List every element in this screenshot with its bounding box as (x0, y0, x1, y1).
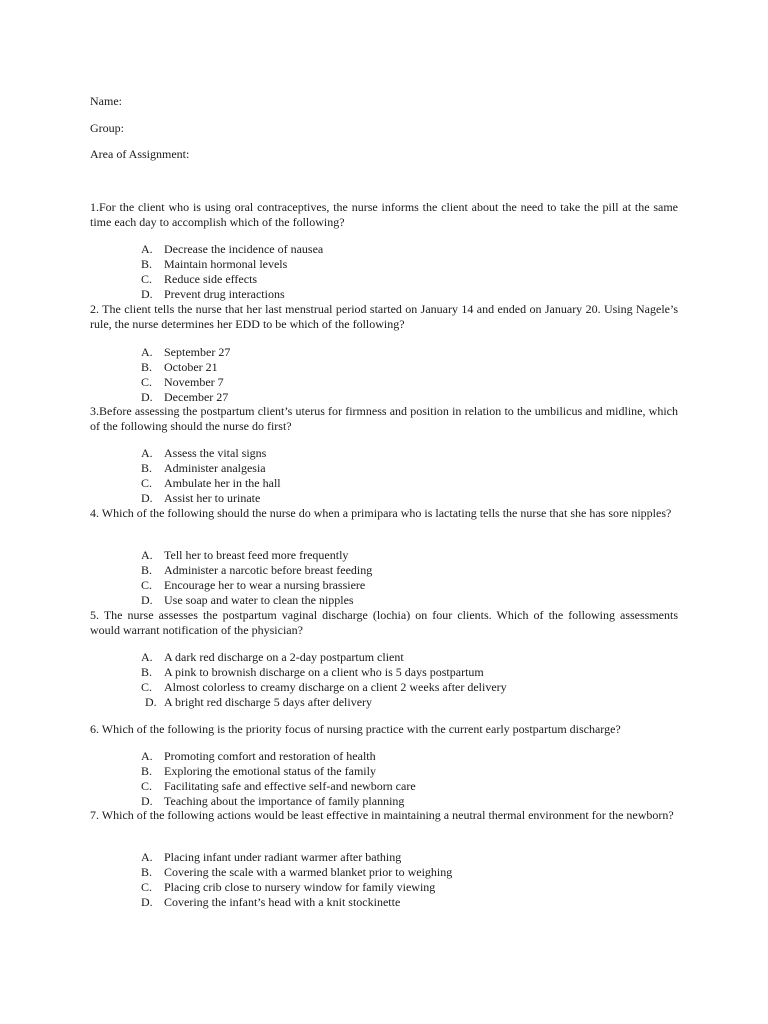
option-text: Prevent drug interactions (164, 287, 285, 301)
option-b (141, 865, 661, 880)
question-7-options (141, 850, 661, 910)
option-b (141, 461, 661, 476)
group-label: Group: (90, 121, 124, 135)
option-letter: D. (141, 390, 153, 404)
option-d (141, 491, 661, 506)
option-letter: C. (141, 779, 153, 793)
option-text: Covering the infant’s head with a knit stockinette (164, 895, 401, 909)
option-text: Use soap and water to clean the nipples (164, 593, 354, 607)
name-label: Name: (90, 94, 122, 108)
option-b (141, 764, 661, 779)
option-letter: A. (141, 446, 153, 460)
option-text: November 7 (164, 375, 224, 389)
option-a (141, 446, 661, 461)
option-a (141, 850, 661, 865)
question-1-options (141, 242, 661, 302)
option-text: Placing infant under radiant warmer after bathing (164, 850, 402, 864)
option-letter: D. (141, 794, 153, 808)
option-text: December 27 (164, 390, 229, 404)
question-3: 3.Before assessing the postpartum client’s uterus for firmness and position in relation to the umbilicus and midline, which of the following should the nurse do first? (90, 404, 678, 433)
option-letter: C. (141, 680, 153, 694)
option-d (141, 695, 661, 710)
option-letter: C. (141, 272, 153, 286)
option-d (141, 895, 661, 910)
option-a (141, 749, 661, 764)
question-5: 5. The nurse assesses the postpartum vaginal discharge (lochia) on four clients. Which of the following assessments would warrant notification of the physician? (90, 608, 678, 637)
option-d (141, 593, 661, 608)
option-text: A pink to brownish discharge on a client who is 5 days postpartum (164, 665, 484, 679)
option-a (141, 548, 661, 563)
question-1: 1.For the client who is using oral contraceptives, the nurse informs the client about the need to take the pill at the same time each day to accomplish which of the following? (90, 200, 678, 229)
area-of-assignment-label: Area of Assignment: (90, 147, 190, 161)
option-text: Promoting comfort and restoration of health (164, 749, 376, 763)
option-d (141, 287, 661, 302)
option-b (141, 563, 661, 578)
option-letter: A. (141, 548, 153, 562)
option-c (141, 476, 661, 491)
option-text: Reduce side effects (164, 272, 258, 286)
option-text: September 27 (164, 345, 231, 359)
option-b (141, 360, 661, 375)
option-text: Encourage her to wear a nursing brassiere (164, 578, 366, 592)
option-text: Covering the scale with a warmed blanket prior to weighing (164, 865, 453, 879)
option-letter: A. (141, 749, 153, 763)
option-letter: B. (141, 865, 153, 879)
option-c (141, 880, 661, 895)
option-text: Maintain hormonal levels (164, 257, 288, 271)
option-c (141, 680, 661, 695)
option-letter: C. (141, 375, 153, 389)
option-text: A bright red discharge 5 days after delivery (164, 695, 373, 709)
option-c (141, 375, 661, 390)
option-letter: A. (141, 850, 153, 864)
option-text: October 21 (164, 360, 218, 374)
option-letter: A. (141, 242, 153, 256)
question-4: 4. Which of the following should the nurse do when a primipara who is lactating tells the nurse that she has sore nipples? (90, 506, 672, 520)
option-text: Administer a narcotic before breast feeding (164, 563, 373, 577)
option-text: Teaching about the importance of family planning (164, 794, 405, 808)
question-6-options (141, 749, 661, 809)
option-letter: D. (141, 895, 153, 909)
question-2: 2. The client tells the nurse that her last menstrual period started on January 14 and ended on January 20. Using Nagele’s rule, the nurse determines her EDD to be which of the following? (90, 302, 678, 331)
option-letter: B. (141, 257, 153, 271)
option-text: Exploring the emotional status of the family (164, 764, 376, 778)
option-b (141, 257, 661, 272)
option-letter: B. (141, 764, 153, 778)
question-2-options (141, 345, 661, 405)
option-text: Administer analgesia (164, 461, 266, 475)
option-letter: A. (141, 345, 153, 359)
question-3-options (141, 446, 661, 506)
option-letter: B. (141, 665, 153, 679)
option-d (141, 390, 661, 405)
option-letter: D. (145, 695, 157, 709)
option-letter: B. (141, 360, 153, 374)
option-letter: B. (141, 563, 153, 577)
option-letter: A. (141, 650, 153, 664)
option-c (141, 272, 661, 287)
option-text: Tell her to breast feed more frequently (164, 548, 349, 562)
option-letter: D. (141, 287, 153, 301)
option-text: A dark red discharge on a 2-day postpartum client (164, 650, 404, 664)
option-a (141, 650, 661, 665)
option-letter: C. (141, 476, 153, 490)
option-letter: D. (141, 491, 153, 505)
option-letter: B. (141, 461, 153, 475)
option-text: Ambulate her in the hall (164, 476, 281, 490)
option-a (141, 242, 661, 257)
option-text: Placing crib close to nursery window for family viewing (164, 880, 436, 894)
option-b (141, 665, 661, 680)
option-c (141, 779, 661, 794)
option-text: Almost colorless to creamy discharge on a client 2 weeks after delivery (164, 680, 507, 694)
option-d (141, 794, 661, 809)
option-text: Decrease the incidence of nausea (164, 242, 324, 256)
option-text: Assess the vital signs (164, 446, 267, 460)
question-4-options (141, 548, 661, 608)
question-7: 7. Which of the following actions would be least effective in maintaining a neutral thermal environment for the newborn? (90, 808, 674, 822)
option-text: Facilitating safe and effective self-and newborn care (164, 779, 416, 793)
option-c (141, 578, 661, 593)
option-letter: C. (141, 578, 153, 592)
option-letter: C. (141, 880, 153, 894)
option-text: Assist her to urinate (164, 491, 261, 505)
question-6: 6. Which of the following is the priority focus of nursing practice with the current early postpartum discharge? (90, 722, 621, 736)
question-5-options (141, 650, 661, 710)
option-a (141, 345, 661, 360)
option-letter: D. (141, 593, 153, 607)
